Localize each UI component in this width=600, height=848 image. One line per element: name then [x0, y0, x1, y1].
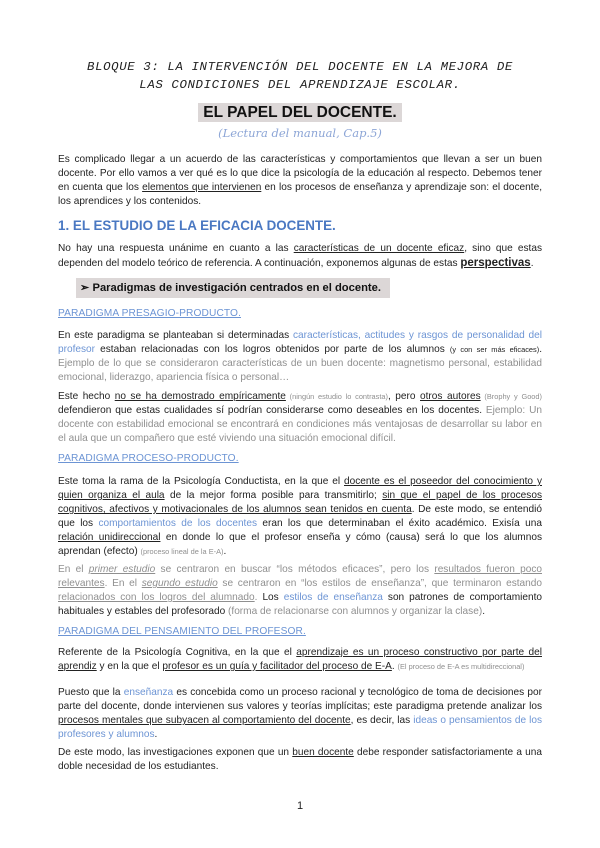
block-title	[40, 58, 560, 94]
underlined-text: sin que el papel de los procesos cognitivos, afectivos y motivacionales de los alumnos sean tenidos en cuenta	[58, 490, 542, 516]
text: Los	[262, 592, 284, 604]
text: .	[223, 546, 227, 558]
intro-paragraph	[58, 153, 542, 209]
text: Referente de la Psicología Cognitiva, en la que el	[58, 647, 297, 658]
text: No hay una respuesta unánime en cuanto a las	[58, 243, 294, 254]
underlined-text: docente es el poseedor del conocimiento y quien organiza el aula	[58, 476, 542, 502]
underlined-text: características de un docente eficaz	[293, 243, 465, 254]
small-text: (y con ser más eficaces)	[449, 345, 540, 355]
underlined-text: buen docente	[292, 747, 354, 758]
presagio-paragraph-2	[58, 390, 542, 446]
text: .	[391, 661, 398, 673]
gray-text: .	[254, 592, 263, 604]
underlined-text: relación unidireccional	[58, 532, 161, 544]
gray-text: (ningún estudio lo contrasta)	[285, 392, 388, 401]
blue-text: ideas o pensamientos de los profesores y alumnos	[58, 715, 542, 741]
underlined-text: otros autores	[420, 391, 481, 402]
blue-text: comportamientos de los docentes	[98, 518, 258, 530]
text: de la mejor forma posible para transmitirlo;	[164, 490, 383, 502]
blue-text: enseñanza	[123, 687, 174, 698]
text: Es complicado llegar a un acuerdo de las características y comportamientos que llevan a ser un buen docente. Por ello vamos a ver qué es lo que dice la psicología de la educación al respecto. Debemos tener en cuenta que los	[58, 154, 542, 194]
text: Puesto que la	[58, 687, 124, 698]
text: debe responder satisfactoriamente a una doble necesidad de los estudiantes.	[58, 747, 542, 773]
pensamiento-paragraph-2	[58, 686, 542, 742]
page-number: 1	[296, 800, 304, 812]
text: De este modo, las investigaciones exponen que un	[58, 747, 293, 758]
text: Este hecho	[58, 391, 115, 402]
small-text: (proceso lineal de la E-A)	[140, 547, 224, 557]
page-title	[0, 104, 600, 122]
text: Este toma la rama de la Psicología Conductista, en la que el	[58, 476, 344, 487]
text: En este paradigma se planteaban si determinadas	[58, 330, 293, 341]
text: . De este modo, se entendió que los	[58, 504, 542, 530]
gray-text: (forma de relacionarse con alumnos y organizar la clase)	[228, 606, 483, 618]
text: .	[530, 258, 534, 270]
presagio-paragraph-1	[58, 329, 542, 385]
heading-pensamiento: PARADIGMA DEL PENSAMIENTO DEL PROFESOR.	[58, 626, 306, 637]
reading-reference: (Lectura del manual, Cap.5)	[218, 126, 382, 140]
proceso-paragraph-1	[58, 475, 542, 560]
text: en donde lo que el profesor enseña y cómo (causa) será lo que los alumnos aprendan (efecto)	[58, 532, 542, 558]
underlined-text: elementos que intervienen	[142, 182, 262, 194]
proceso-paragraph-2	[58, 563, 542, 619]
block-title-line-1: BLOQUE 3: LA INTERVENCIÓN DEL DOCENTE EN LA MEJORA DE	[87, 60, 513, 74]
text: es concebida como un proceso racional y tecnológico de toma de decisiones por parte del docente, donde intervienen sus valores y teorías implícitas; este paradigma pretende analizar los	[58, 687, 542, 713]
blue-text: características, actitudes y rasgos de personalidad del profesor	[58, 330, 542, 356]
blue-text: estilos de enseñanza	[283, 592, 383, 604]
gray-text: (Brophy y Good)	[480, 392, 542, 401]
gray-underlined-text: segundo estudio	[141, 578, 218, 590]
text: .	[539, 344, 542, 356]
pensamiento-paragraph-1	[58, 646, 542, 674]
text: , es decir, las	[350, 715, 414, 727]
heading-proceso: PARADIGMA PROCESO-PRODUCTO.	[58, 453, 239, 464]
text: son patrones de comportamiento habituales y estables del profesorado	[58, 592, 542, 618]
text: defendieron que estas cualidades sí podrían considerarse como deseables en los docentes.	[58, 405, 486, 417]
eficacia-paragraph	[58, 242, 542, 271]
heading-presagio: PARADIGMA PRESAGIO-PRODUCTO.	[58, 308, 241, 319]
emphasis-text: perspectivas	[460, 257, 531, 270]
text: en los procesos de enseñanza y aprendizaje son: el docente, los aprendices y los contenidos.	[58, 182, 542, 208]
underlined-text: aprendizaje es un proceso constructivo por parte del aprendiz	[58, 647, 542, 673]
gray-text: Ejemplo de lo que se consideraron características de un buen docente: magnetismo personal, estabilidad emocional, liderazgo, apariencia física o personal…	[58, 358, 542, 384]
subheading-paradigmas: ➢ Paradigmas de investigación centrados en el docente.	[80, 282, 381, 294]
gray-text: . En el	[104, 578, 142, 590]
gray-underlined-text: relacionados con los logros del alumnado	[58, 592, 255, 604]
gray-text: se centraron en “los estilos de enseñanza”, que terminaron estando	[217, 578, 542, 590]
text: , sino que estas dependen del modelo teórico de referencia. A continuación, exponemos algunas de estas	[58, 243, 543, 270]
underlined-text: no se ha demostrado empíricamente	[114, 391, 286, 402]
gray-text: se centraron en buscar “los métodos eficaces”, pero los	[155, 564, 435, 575]
page-title-text: EL PAPEL DEL DOCENTE.	[198, 103, 402, 122]
small-text: (El proceso de E-A es multidireccional)	[397, 662, 525, 672]
section-heading-eficacia: 1. EL ESTUDIO DE LA EFICACIA DOCENTE.	[58, 218, 336, 233]
text: .	[482, 606, 485, 618]
pensamiento-paragraph-3	[58, 746, 542, 774]
gray-underlined-text: primer estudio	[88, 564, 156, 575]
text: estaban relacionadas con los logros obtenidos por parte de los alumnos	[95, 344, 450, 356]
underlined-text: procesos mentales que subyacen al comportamiento del docente	[58, 715, 351, 727]
text: eran los que determinaban el éxito académico. Exisía una	[257, 518, 542, 530]
gray-text: En el	[58, 564, 89, 575]
text: y en la que el	[96, 661, 163, 673]
block-title-line-2: LAS CONDICIONES DEL APRENDIZAJE ESCOLAR.	[139, 78, 461, 92]
gray-text: Ejemplo: Un docente con estabilidad emocional se encontrará en condiciones más ventajosas de desarrollar su labor en el aula que un compañero que esté viviendo una situación emocional difícil.	[58, 405, 543, 445]
text: , pero	[388, 391, 421, 402]
text: .	[154, 729, 158, 741]
underlined-text: profesor es un guía y facilitador del proceso de E-A	[162, 661, 392, 673]
gray-underlined-text: resultados fueron poco relevantes	[58, 564, 542, 590]
